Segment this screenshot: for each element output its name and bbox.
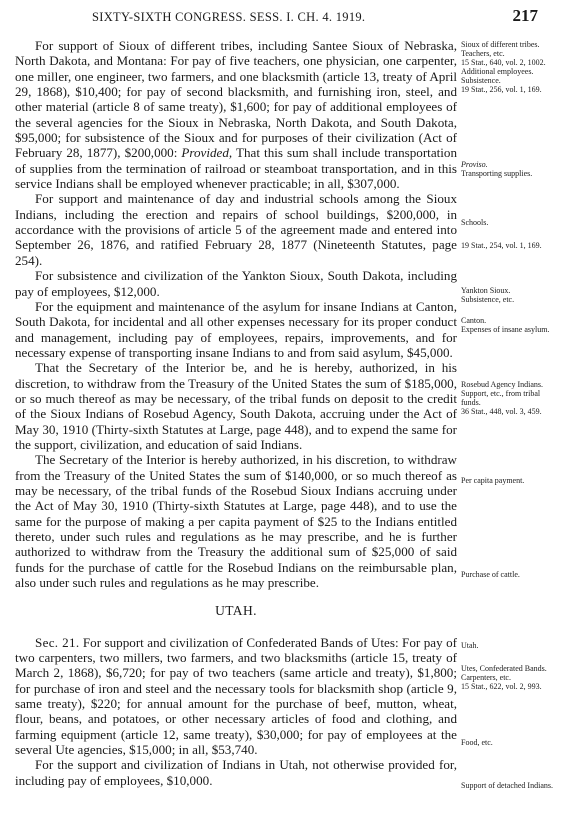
page-number: 217 <box>512 6 538 25</box>
margin-note-schools-statute: 19 Stat., 254, vol. 1, 169. <box>461 241 542 250</box>
paragraph-rosebud-support: That the Secretary of the Interior be, and he is hereby, authorized, in his discretion, to withdraw from the Treasury of the United States the sum of $185,000, or so much thereof as may be necessary, of the tribal funds on deposit to the credit of the Sioux Indians of Rosebud Agency, South Dakota, accruing under the Act of May 30, 1910 (Thirty-sixth Statutes at Large, page 448), and to expend the same for the support, civilization, and education of said Indians. <box>15 360 457 452</box>
paragraph-utah-indians: For the support and civilization of Indians in Utah, not otherwise provided for, including pay of employees, $10,000. <box>15 757 457 788</box>
paragraph-sioux-tribes: For support of Sioux of different tribes, including Santee Sioux of Nebraska, North Dakota, and Montana: For pay of five teachers, one physician, one carpenter, one miller, one engineer, two farmers, and one blacksmith (article 13, treaty of April 29, 1868), $10,400; for pay of second blacksmith, and furnishing iron, steel, and other material (article 8 of same treaty), $1,600; for pay of additional employees of the several agencies for the Sioux in Nebraska, North Dakota, and South Dakota, $95,000; for subsistence of the Sioux and for purposes of their civilization (Act of February 28, 1877), $200,000: Provided, That this sum shall include transportation of supplies from the termination of railroad or steamboat transportation, and in this service Indians shall be employed whenever practicable; in all, $307,000. <box>15 38 458 192</box>
paragraph-yankton-sioux: For subsistence and civilization of the Yankton Sioux, South Dakota, including pay of employees, $12,000. <box>15 268 457 299</box>
paragraph-sioux-schools: For support and maintenance of day and industrial schools among the Sioux Indians, including the erection and repairs of school buildings, $200,000, in accordance with the provisions of article 5 of the agreement made and entered into September 26, 1876, and ratified February 28, 1877 (Nineteenth Statutes, page 254). <box>15 191 457 268</box>
paragraph-rosebud-per-capita: The Secretary of the Interior is hereby authorized, in his discretion, to withdraw from the Treasury of the United States the sum of $140,000, or so much thereof as may be necessary, of the tribal funds of the Rosebud Sioux Indians accruing under the Act of May 30, 1910 (Thirty-sixth Statutes at Large, page 448), and to use the same for the purpose of making a per capita payment of $25 to the Indians entitled thereto, under such rules and regulations as he may prescribe, and he is further authorized to withdraw from the Treasury the additional sum of $25,000 of said funds for the purchase of cattle for the Rosebud Indians on the reimbursable plan, also under such rules and regulations as he may prescribe. <box>15 452 457 591</box>
section-title-utah: UTAH. <box>215 603 257 619</box>
margin-note-yankton: Yankton Sioux. Subsistence, etc. <box>461 286 515 304</box>
margin-note-canton: Canton. Expenses of insane asylum. <box>461 316 550 334</box>
margin-note-sioux: Sioux of different tribes. Teachers, etc. 15 Stat., 640, vol. 2, 1002. Additional employees. Subsistence. 19 Stat., 256, vol. 1, 169. <box>461 40 546 94</box>
margin-notes <box>461 0 559 838</box>
margin-note-food: Food, etc. <box>461 738 493 747</box>
proviso-emphasis: Provided, <box>181 145 233 161</box>
margin-note-cattle: Purchase of cattle. <box>461 570 520 579</box>
running-head: SIXTY-SIXTH CONGRESS. SESS. I. CH. 4. 1919. <box>92 10 366 24</box>
margin-note-per-capita: Per capita payment. <box>461 476 525 485</box>
margin-note-detached: Support of detached Indians. <box>461 781 553 790</box>
margin-note-utes: Utes, Confederated Bands. Carpenters, etc. 15 Stat., 622, vol. 2, 993. <box>461 664 547 691</box>
paragraph-utes: Sec. 21. For support and civilization of Confederated Bands of Utes: For pay of two carpenters, two millers, two farmers, and two blacksmiths (article 15, treaty of March 2, 1868), $6,720; for pay of two teachers (same article and treaty), $1,800; for purchase of iron and steel and the necessary tools for blacksmith shop (article 9, same treaty), $220; for annual amount for the purchase of beef, mutton, wheat, flour, beans, and potatoes, or other necessary articles of food and clothing, and farming equipment (article 12, same treaty), $30,000; for pay of employees at the several Ute agencies, $15,000; in all, $53,740. <box>15 634 457 758</box>
main-text-column <box>15 38 457 788</box>
margin-note-utah: Utah. <box>461 641 479 650</box>
margin-note-proviso: Proviso. Transporting supplies. <box>461 160 533 178</box>
section-number: Sec. 21. <box>35 634 80 650</box>
margin-note-rosebud: Rosebud Agency Indians. Support, etc., from tribal funds. 36 Stat., 448, vol. 3, 459. <box>461 380 543 416</box>
margin-note-schools: Schools. <box>461 218 489 227</box>
paragraph-canton-asylum: For the equipment and maintenance of the asylum for insane Indians at Canton, South Dakota, for incidental and all other expenses necessary for its proper conduct and management, including pay of employees, repairs, improvements, and for necessary expense of transporting insane Indians to and from said asylum, $45,000. <box>15 298 457 360</box>
